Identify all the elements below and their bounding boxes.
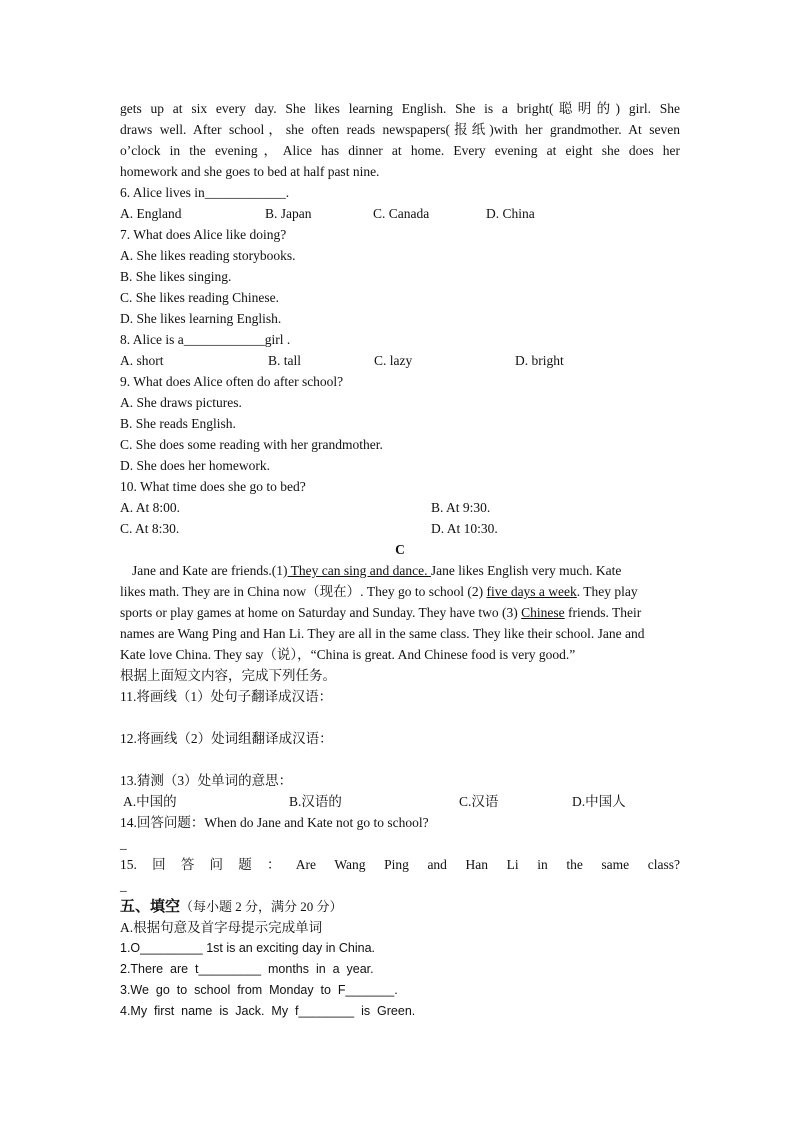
option[interactable]: C. lazy xyxy=(374,353,413,368)
fill-blank-item: 3.We go to school from Monday to F_______. xyxy=(120,983,398,997)
underlined-phrase-2: five days a week xyxy=(486,584,577,599)
question-14: 14.回答问题：When do Jane and Kate not go to school? xyxy=(120,815,429,830)
option[interactable]: A. She likes reading storybooks. xyxy=(120,248,296,263)
task-instruction: 根据上面短文内容，完成下列任务。 xyxy=(120,668,336,683)
exam-page xyxy=(120,98,680,1022)
passage-b-line: homework and she goes to bed at half past nine. xyxy=(120,164,380,179)
section-title: 五、填空 xyxy=(120,897,181,915)
text: . They play xyxy=(576,584,638,599)
question-13-options xyxy=(120,791,680,812)
part-a-instruction: A.根据句意及首字母提示完成单词 xyxy=(120,920,323,935)
passage-b-line: o’clock in the evening，Alice has dinner at home. Every evening at eight she does her xyxy=(120,143,680,158)
option[interactable]: A.中国的 xyxy=(123,794,177,809)
option[interactable]: B. At 9:30. xyxy=(431,500,491,515)
option[interactable]: B. She likes singing. xyxy=(120,269,232,284)
option[interactable]: A. England xyxy=(120,206,182,221)
text: Jane likes English very much. Kate xyxy=(430,563,622,578)
text: sports or play games at home on Saturday and Sunday. They have two (3) xyxy=(120,605,522,620)
passage-c-line: Kate love China. They say（说），“China is great. And Chinese food is very good.” xyxy=(120,647,576,662)
passage-c-line: names are Wang Ping and Han Li. They are all in the same class. They like their school. Jane and xyxy=(120,626,645,641)
option[interactable]: D.中国人 xyxy=(572,794,626,809)
fill-blank-item: 1.O_________ 1st is an exciting day in China. xyxy=(120,941,376,955)
section-c-label: C xyxy=(395,542,405,557)
option[interactable]: D. She does her homework. xyxy=(120,458,270,473)
question-8-stem: 8. Alice is a____________girl . xyxy=(120,332,291,347)
question-6-stem: 6. Alice lives in____________. xyxy=(120,185,290,200)
fill-blank-item: 2.There are t_________ months in a year. xyxy=(120,962,374,976)
passage-c-line xyxy=(120,560,680,581)
option[interactable]: B.汉语的 xyxy=(289,794,342,809)
option[interactable]: A. She draws pictures. xyxy=(120,395,242,410)
option[interactable]: C. At 8:30. xyxy=(120,521,180,536)
passage-c-line xyxy=(120,581,680,602)
passage-c-line xyxy=(120,602,680,623)
option[interactable]: D. She likes learning English. xyxy=(120,311,282,326)
option[interactable]: D. bright xyxy=(515,353,564,368)
question-8-options xyxy=(120,350,680,371)
question-10-stem: 10. What time does she go to bed? xyxy=(120,479,306,494)
question-13-stem: 13.猜测（3）处单词的意思： xyxy=(120,773,293,788)
text: friends. Their xyxy=(564,605,642,620)
underlined-phrase-1: They can sing and dance. xyxy=(287,563,431,578)
passage-b-line: gets up at six every day. She likes learning English. She is a bright(聪明的) girl. She xyxy=(120,101,680,116)
section-5-heading xyxy=(120,896,680,917)
answer-line[interactable]: _ xyxy=(120,878,127,893)
option[interactable]: A. At 8:00. xyxy=(120,500,181,515)
question-15: 15.回答问题：Are Wang Ping and Han Li in the same class? xyxy=(120,857,680,872)
section-note: （每小题 2 分，满分 20 分） xyxy=(180,899,343,914)
option[interactable]: B. She reads English. xyxy=(120,416,236,431)
answer-space[interactable] xyxy=(120,749,680,770)
question-11: 11.将画线（1）处句子翻译成汉语： xyxy=(120,689,333,704)
option[interactable]: D. China xyxy=(486,206,535,221)
question-10-options-row xyxy=(120,497,680,518)
option[interactable]: C.汉语 xyxy=(459,794,499,809)
option[interactable]: C. She does some reading with her grandmother. xyxy=(120,437,383,452)
text: likes math. They are in China now（现在）. They go to school (2) xyxy=(120,584,487,599)
answer-space[interactable] xyxy=(120,707,680,728)
option[interactable]: C. Canada xyxy=(373,206,430,221)
question-6-options xyxy=(120,203,680,224)
option[interactable]: D. At 10:30. xyxy=(431,521,498,536)
answer-line[interactable]: _ xyxy=(120,836,127,851)
option[interactable]: B. Japan xyxy=(265,206,312,221)
option[interactable]: B. tall xyxy=(268,353,301,368)
question-10-options-row xyxy=(120,518,680,539)
underlined-word-3: Chinese xyxy=(521,605,565,620)
fill-blank-item: 4.My first name is Jack. My f________ is Green. xyxy=(120,1004,416,1018)
text: Jane and Kate are friends.(1) xyxy=(132,563,288,578)
question-9-stem: 9. What does Alice often do after school? xyxy=(120,374,344,389)
passage-b-line: draws well. After school，she often reads newspapers(报纸)with her grandmother. At seven xyxy=(120,122,680,137)
question-7-stem: 7. What does Alice like doing? xyxy=(120,227,287,242)
option[interactable]: A. short xyxy=(120,353,164,368)
question-12: 12.将画线（2）处词组翻译成汉语： xyxy=(120,731,333,746)
option[interactable]: C. She likes reading Chinese. xyxy=(120,290,279,305)
